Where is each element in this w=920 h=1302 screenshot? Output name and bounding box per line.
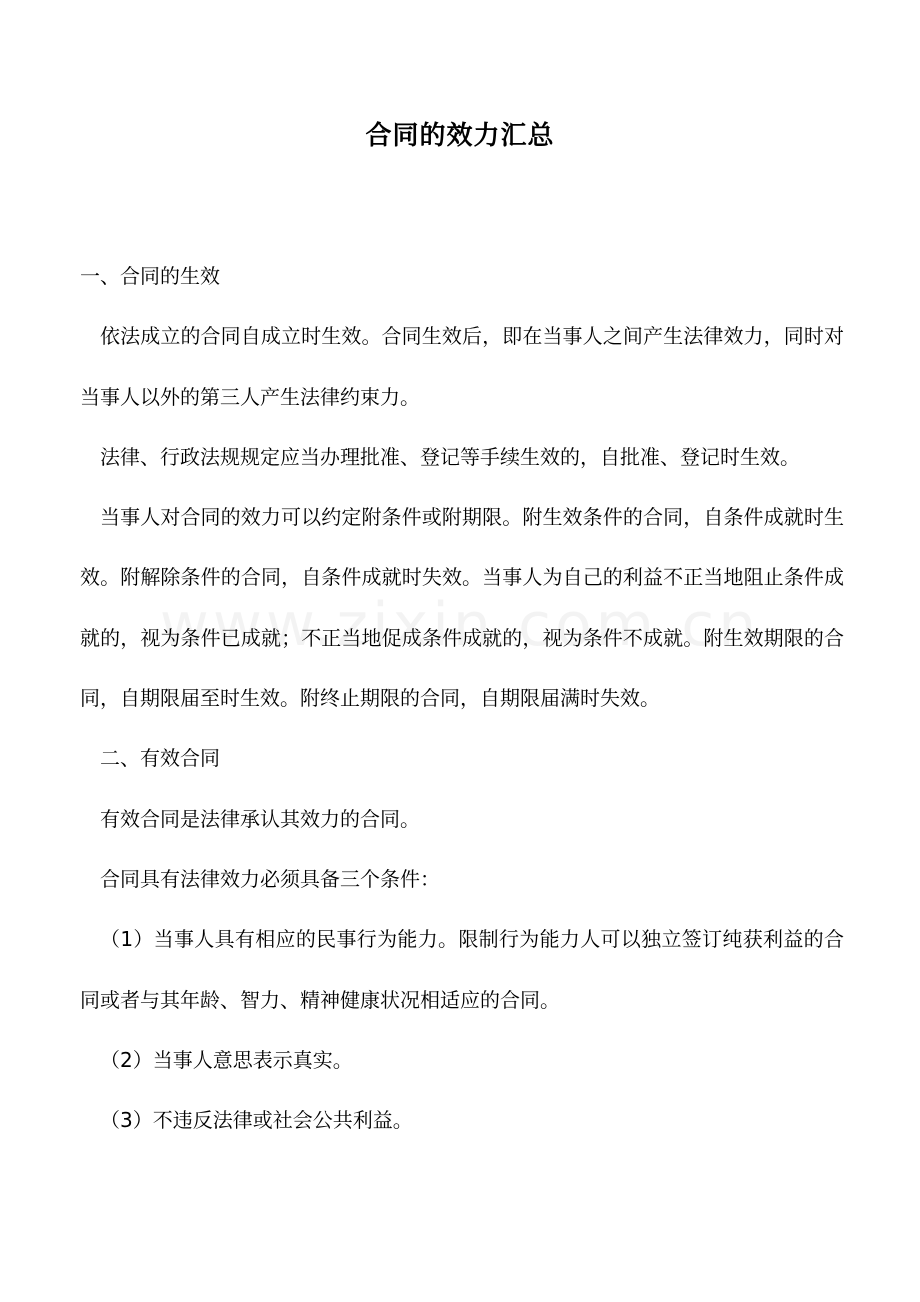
paragraph: 合同具有法律效力必须具备三个条件： bbox=[100, 866, 440, 891]
document-body bbox=[80, 246, 844, 1150]
paragraph: 依法成立的合同自成立时生效。合同生效后，即在当事人之间产生法律效力，同时对当事人以外的第三人产生法律约束力。 bbox=[80, 324, 844, 409]
document-title: 合同的效力汇总 bbox=[365, 121, 555, 151]
paragraph: 当事人对合同的效力可以约定附条件或附期限。附生效条件的合同，自条件成就时生效。附解除条件的合同，自条件成就时失效。当事人为自己的利益不正当地阻止条件成就的，视为条件已成就；不正当地促成条件成就的，视为条件不成就。附生效期限的合同，自期限届至时生效。附终止期限的合同，自期限届满时失效。 bbox=[80, 505, 844, 711]
paragraph: 法律、行政法规规定应当办理批准、登记等手续生效的，自批准、登记时生效。 bbox=[100, 444, 800, 469]
list-item: （3）不违反法律或社会公共利益。 bbox=[100, 1108, 413, 1133]
section-heading-2: 二、有效合同 bbox=[100, 746, 220, 771]
list-item: （1）当事人具有相应的民事行为能力。限制行为能力人可以独立签订纯获利益的合同或者与其年龄、智力、精神健康状况相适应的合同。 bbox=[80, 927, 844, 1012]
paragraph: 有效合同是法律承认其效力的合同。 bbox=[100, 806, 420, 831]
section-heading-1: 一、合同的生效 bbox=[80, 264, 220, 288]
list-item: （2）当事人意思表示真实。 bbox=[100, 1047, 353, 1072]
